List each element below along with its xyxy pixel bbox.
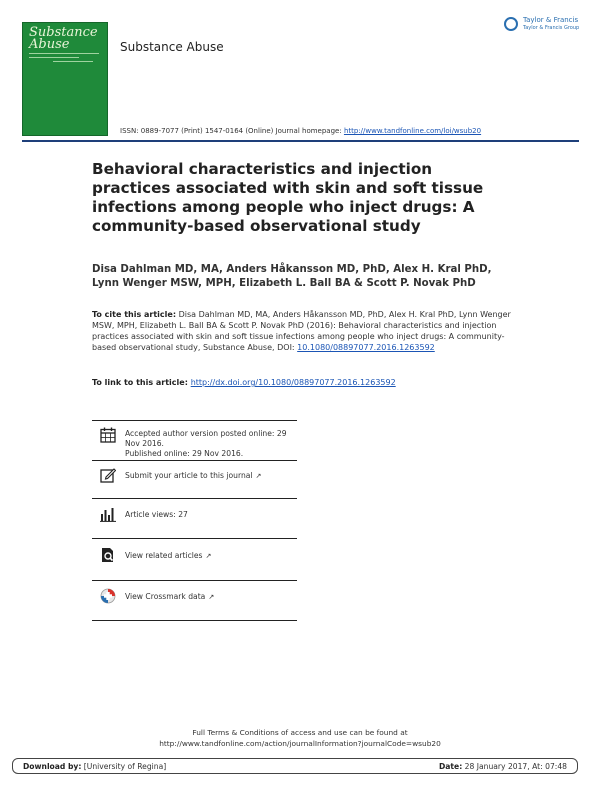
publisher-logo-line1: Taylor & Francis — [523, 16, 579, 24]
related-articles-row[interactable] — [100, 547, 300, 581]
journal-homepage-link[interactable]: http://www.tandfonline.com/loi/wsub20 — [343, 127, 482, 135]
info-divider — [92, 498, 297, 499]
info-divider — [92, 580, 297, 581]
download-info-bar — [12, 758, 578, 774]
related-articles-icon — [100, 547, 116, 563]
article-link-line — [92, 377, 512, 388]
terms-notice — [0, 727, 600, 749]
article-views: Article views: 27 — [125, 510, 188, 519]
edit-icon — [100, 467, 116, 483]
bar-chart-icon — [100, 506, 116, 522]
submit-article-link[interactable]: Submit your article to this journal — [125, 471, 253, 480]
header-divider — [22, 140, 579, 142]
publication-dates — [100, 427, 300, 461]
issn-line — [120, 127, 481, 135]
cover-title: Substance Abuse — [29, 25, 98, 52]
cover-divider — [29, 57, 79, 58]
external-link-icon: ↗ — [205, 552, 212, 560]
citation-block — [92, 309, 512, 353]
related-articles-link[interactable]: View related articles — [125, 551, 203, 560]
download-date — [439, 762, 567, 771]
accepted-date: Accepted author version posted online: 29 Nov 2016. — [125, 429, 287, 448]
info-divider — [92, 620, 297, 621]
article-authors: Disa Dahlman MD, MA, Anders Håkansson MD, PhD, Alex H. Kral PhD, Lynn Wenger MSW, MPH, Elizabeth L. Ball BA & Scott P. Novak PhD — [92, 264, 492, 289]
cite-doi-link[interactable]: 10.1080/08897077.2016.1263592 — [297, 343, 435, 352]
journal-name[interactable]: Substance Abuse — [120, 40, 224, 54]
submit-article-row[interactable] — [100, 467, 300, 501]
article-title: Behavioral characteristics and injection practices associated with skin and soft tissue infections among people who inject drugs: A community-based observational study — [92, 160, 484, 235]
terms-line1: Full Terms & Conditions of access and use can be found at — [192, 728, 408, 737]
article-views-row — [100, 506, 300, 540]
terms-url[interactable]: http://www.tandfonline.com/action/journalInformation?journalCode=wsub20 — [159, 739, 441, 748]
journal-cover-image — [22, 22, 108, 136]
external-link-icon: ↗ — [208, 593, 215, 601]
downloaded-by-value: [University of Regina] — [81, 762, 167, 771]
cover-divider — [53, 61, 93, 62]
cite-text: Disa Dahlman MD, MA, Anders Håkansson MD, PhD, Alex H. Kral PhD, Lynn Wenger MSW, MPH, Elizabeth L. Ball BA & Scott P. Novak PhD (2016): Behavioral characteristics and injection practices associated with skin and soft tissue infections among people who inject drugs: A community-based observational study, Substance Abuse, DOI: — [92, 310, 511, 352]
cover-divider — [29, 53, 99, 54]
download-date-value: 28 January 2017, At: 07:48 — [462, 762, 567, 771]
publisher-logo[interactable] — [504, 16, 582, 36]
info-divider — [92, 538, 297, 539]
publisher-logo-icon — [504, 17, 518, 31]
link-label: To link to this article: — [92, 378, 191, 387]
publisher-logo-line2: Taylor & Francis Group — [523, 25, 580, 31]
calendar-icon — [100, 427, 116, 443]
crossmark-icon — [100, 588, 116, 604]
downloaded-by — [23, 762, 166, 771]
crossmark-link[interactable]: View Crossmark data — [125, 592, 206, 601]
downloaded-by-label: Download by: — [23, 762, 82, 771]
info-divider — [92, 460, 297, 461]
external-link-icon: ↗ — [255, 472, 262, 480]
crossmark-row[interactable] — [100, 588, 300, 622]
cite-label: To cite this article: — [92, 310, 177, 319]
issn-text: ISSN: 0889-7077 (Print) 1547-0164 (Online) Journal homepage: — [120, 127, 344, 135]
download-date-label: Date: — [439, 762, 463, 771]
published-date: Published online: 29 Nov 2016. — [125, 449, 244, 458]
info-divider — [92, 420, 297, 421]
article-doi-link[interactable]: http://dx.doi.org/10.1080/08897077.2016.1263592 — [190, 378, 396, 387]
